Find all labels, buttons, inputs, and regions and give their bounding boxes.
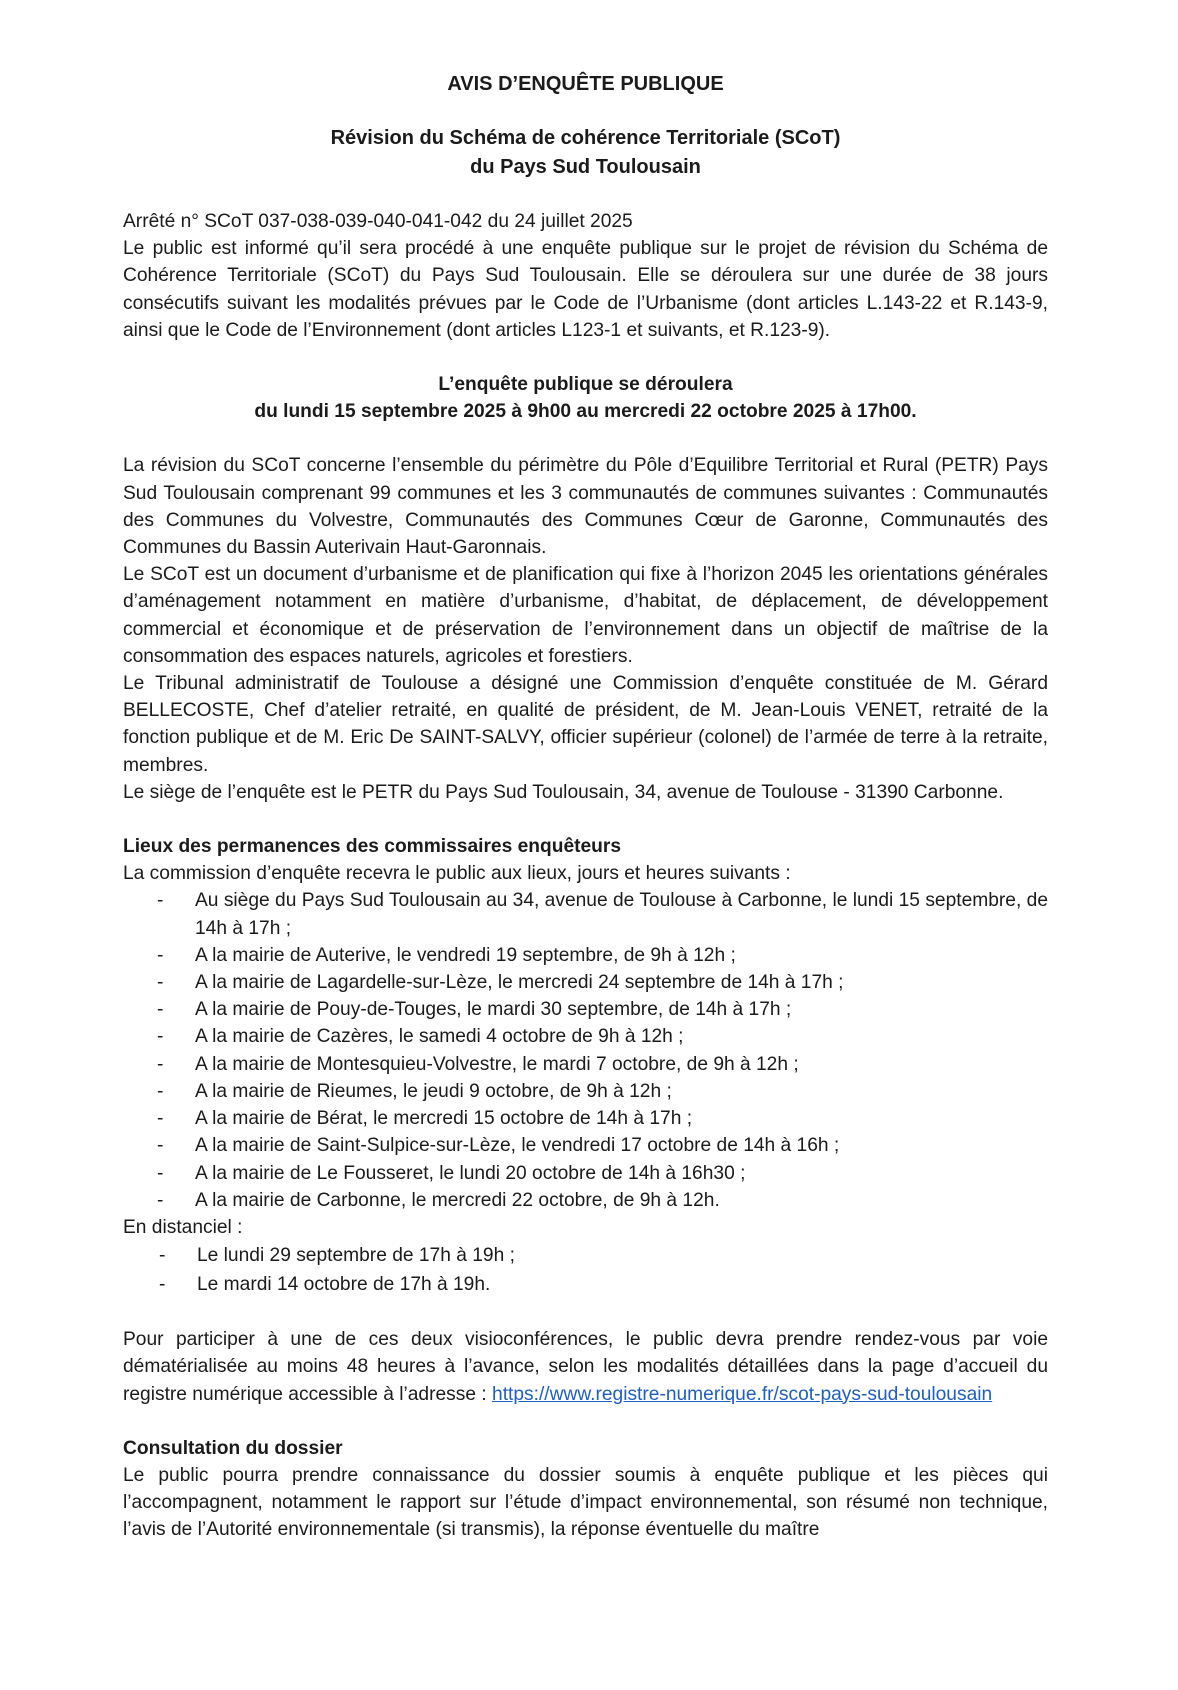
list-item xyxy=(123,969,1048,996)
list-item xyxy=(123,996,1048,1023)
arrete-reference: Arrêté n° SCoT 037-038-039-040-041-042 du 24 juillet 2025 xyxy=(123,211,633,232)
visio-text: Pour participer à une de ces deux visioconférences, le public devra prendre rendez-vous par voie dématérialisée au moins 48 heures à l’avance, selon les modalités détaillées dans la page d’accueil du registre numérique accessible à l’adresse : xyxy=(123,1329,1048,1405)
list-item-text: A la mairie de Carbonne, le mercredi 22 octobre, de 9h à 12h. xyxy=(195,1189,720,1211)
dash-bullet: - xyxy=(157,1162,164,1184)
body-paragraph-siege: Le siège de l’enquête est le PETR du Pays Sud Toulousain, 34, avenue de Toulouse - 31390 Carbonne. xyxy=(123,781,1004,803)
list-item xyxy=(123,1160,1048,1187)
spacer xyxy=(123,425,1048,452)
dash-bullet: - xyxy=(157,1026,164,1048)
list-item-text: A la mairie de Bérat, le mercredi 15 octobre de 14h à 17h ; xyxy=(195,1108,693,1130)
spacer xyxy=(123,806,1048,833)
dash-bullet: - xyxy=(157,999,164,1021)
list-item xyxy=(123,1241,1048,1270)
distanciel-label: En distanciel : xyxy=(123,1216,243,1238)
dash-bullet: - xyxy=(159,1245,166,1267)
visio-paragraph xyxy=(123,1326,1048,1408)
body-paragraph-perimeter: La révision du SCoT concerne l’ensemble du périmètre du Pôle d’Equilibre Territorial et Rural (PETR) Pays Sud Toulousain comprenant 99 communes et les 3 communautés de communes suivantes : Communautés des Communes du Volvestre, Communautés des Communes Cœur de Garonne, Communautés des Communes du Bassin Auterivain Haut-Garonnais. xyxy=(123,455,1048,559)
page-title: AVIS D’ENQUÊTE PUBLIQUE xyxy=(447,73,724,95)
list-item xyxy=(123,1023,1048,1050)
dash-bullet: - xyxy=(157,1080,164,1102)
enquiry-dates xyxy=(123,371,1048,425)
consultation-paragraph: Le public pourra prendre connaissance du dossier soumis à enquête publique et les pièces qui l’accompagnent, notamment le rapport sur l’étude d’impact environnemental, son résumé non technique, l’avis de l’Autorité environnementale (si transmis), la réponse éventuelle du maître xyxy=(123,1464,1048,1541)
list-item-text: Au siège du Pays Sud Toulousain au 34, avenue de Toulouse à Carbonne, le lundi 15 septembre, de 14h à 17h ; xyxy=(195,890,1048,939)
list-item-text: A la mairie de Montesquieu-Volvestre, le mardi 7 octobre, de 9h à 12h ; xyxy=(195,1053,799,1075)
list-item xyxy=(123,1051,1048,1078)
list-item-text: Le lundi 29 septembre de 17h à 19h ; xyxy=(197,1245,515,1267)
dash-bullet: - xyxy=(159,1274,166,1296)
spacer xyxy=(123,1299,1048,1326)
list-item xyxy=(123,887,1048,941)
list-item xyxy=(123,1132,1048,1159)
registre-link[interactable]: https://www.registre-numerique.fr/scot-pays-sud-toulousain xyxy=(492,1383,993,1405)
list-item-text: A la mairie de Rieumes, le jeudi 9 octobre, de 9h à 12h ; xyxy=(195,1080,672,1102)
subtitle-line-2: du Pays Sud Toulousain xyxy=(470,156,701,178)
dash-bullet: - xyxy=(157,1135,164,1157)
enquiry-dates-line-2: du lundi 15 septembre 2025 à 9h00 au mercredi 22 octobre 2025 à 17h00. xyxy=(254,401,917,423)
notice-page xyxy=(123,70,1048,1544)
permanences-list xyxy=(123,887,1048,1213)
list-item-text: Le mardi 14 octobre de 17h à 19h. xyxy=(197,1274,491,1296)
permanences-heading: Lieux des permanences des commissaires enquêteurs xyxy=(123,836,622,858)
dash-bullet: - xyxy=(157,944,164,966)
dash-bullet: - xyxy=(157,890,164,912)
list-item-text: A la mairie de Le Fousseret, le lundi 20 octobre de 14h à 16h30 ; xyxy=(195,1162,746,1184)
list-item xyxy=(123,1078,1048,1105)
list-item-text: A la mairie de Pouy-de-Touges, le mardi 30 septembre, de 14h à 17h ; xyxy=(195,999,792,1021)
page-subtitle xyxy=(123,124,1048,182)
list-item-text: A la mairie de Lagardelle-sur-Lèze, le mercredi 24 septembre de 14h à 17h ; xyxy=(195,972,844,994)
permanences-intro: La commission d’enquête recevra le public aux lieux, jours et heures suivants : xyxy=(123,863,791,885)
dash-bullet: - xyxy=(157,1053,164,1075)
distanciel-list xyxy=(123,1241,1048,1299)
list-item xyxy=(123,1105,1048,1132)
body-paragraph-commission: Le Tribunal administratif de Toulouse a désigné une Commission d’enquête constituée de M. Gérard BELLECOSTE, Chef d’atelier retraité, en qualité de président, de M. Jean-Louis VENET, retraité de la fonction publique et de M. Eric De SAINT-SALVY, officier supérieur (colonel) de l’armée de terre à la retraite, membres. xyxy=(123,673,1048,776)
list-item-text: A la mairie de Saint-Sulpice-sur-Lèze, le vendredi 17 octobre de 14h à 16h ; xyxy=(195,1135,840,1157)
list-item xyxy=(123,942,1048,969)
enquiry-dates-line-1: L’enquête publique se déroulera xyxy=(438,374,733,396)
spacer xyxy=(123,344,1048,371)
dash-bullet: - xyxy=(157,1108,164,1130)
consultation-heading: Consultation du dossier xyxy=(123,1437,343,1459)
dash-bullet: - xyxy=(157,1189,164,1211)
list-item xyxy=(123,1187,1048,1214)
spacer xyxy=(123,1408,1048,1435)
intro-paragraph: Le public est informé qu’il sera procédé à une enquête publique sur le projet de révision du Schéma de Cohérence Territoriale (SCoT) du Pays Sud Toulousain. Elle se déroulera sur une durée de 38 jours consécutifs suivant les modalités prévues par le Code de l’Urbanisme (dont articles L.143-22 et R.143-9, ainsi que le Code de l’Environnement (dont articles L123-1 et suivants, et R.123-9). xyxy=(123,238,1048,341)
subtitle-line-1: Révision du Schéma de cohérence Territoriale (SCoT) xyxy=(330,127,841,149)
body-paragraph-scot: Le SCoT est un document d’urbanisme et de planification qui fixe à l’horizon 2045 les orientations générales d’aménagement notamment en matière d’urbanisme, d’habitat, de déplacement, de développement commercial et économique et de préservation de l’environnement dans un objectif de maîtrise de la consommation des espaces naturels, agricoles et forestiers. xyxy=(123,564,1048,667)
dash-bullet: - xyxy=(157,972,164,994)
list-item xyxy=(123,1270,1048,1299)
list-item-text: A la mairie de Cazères, le samedi 4 octobre de 9h à 12h ; xyxy=(195,1026,684,1048)
list-item-text: A la mairie de Auterive, le vendredi 19 septembre, de 9h à 12h ; xyxy=(195,944,736,966)
